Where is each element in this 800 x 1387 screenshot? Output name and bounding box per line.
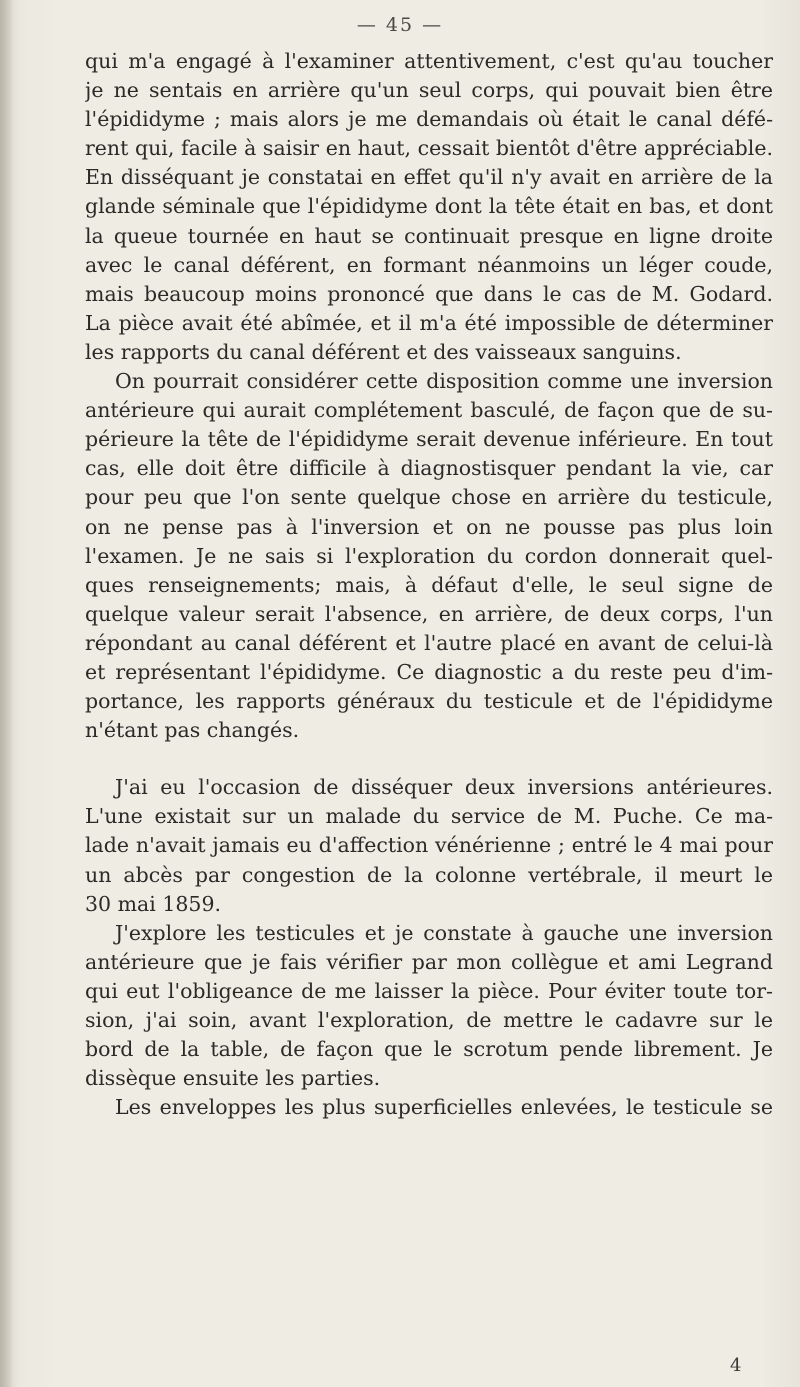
text-line: antérieure que je fais vérifier par mon collègue et ami Legrand	[85, 949, 773, 974]
text-line: un abcès par congestion de la colonne vertébrale, il meurt le	[85, 862, 773, 887]
page-number: — 45 —	[356, 14, 444, 36]
text-line: n'étant pas changés.	[85, 718, 300, 743]
text-line: J'explore les testicules et je constate à gauche une inversion	[115, 920, 773, 945]
text-line: La pièce avait été abîmée, et il m'a été impossible de déterminer	[85, 310, 773, 335]
text-line: L'une existait sur un malade du service de M. Puche. Ce ma-	[85, 804, 773, 829]
paragraph-1	[85, 47, 773, 367]
paragraph-5	[85, 1093, 773, 1122]
text-line: On pourrait considérer cette disposition comme une inversion	[115, 369, 773, 394]
paragraph-3	[85, 773, 773, 918]
text-line: ques renseignements; mais, à défaut d'elle, le seul signe de	[85, 572, 773, 597]
text-line: Les enveloppes les plus superficielles enlevées, le testicule se	[115, 1095, 773, 1120]
text-line: lade n'avait jamais eu d'affection vénérienne ; entré le 4 mai pour	[85, 833, 773, 858]
body-text	[85, 47, 773, 1122]
binding-gutter	[0, 0, 14, 1387]
text-line: J'ai eu l'occasion de disséquer deux inversions antérieures.	[115, 775, 773, 800]
paragraph-gap	[85, 745, 773, 773]
text-line: bord de la table, de façon que le scrotum pende librement. Je	[85, 1037, 773, 1062]
text-line: portance, les rapports généraux du testicule et de l'épididyme	[85, 689, 773, 714]
text-line: avec le canal déférent, en formant néanmoins un léger coude,	[85, 252, 773, 277]
text-line: qui eut l'obligeance de me laisser la pièce. Pour éviter toute tor-	[85, 978, 773, 1003]
text-line: cas, elle doit être difficile à diagnostisquer pendant la vie, car	[85, 456, 773, 481]
text-line: et représentant l'épididyme. Ce diagnostic a du reste peu d'im-	[85, 659, 773, 684]
text-line: 30 mai 1859.	[85, 891, 222, 916]
signature-mark: 4	[730, 1355, 742, 1376]
text-line: on ne pense pas à l'inversion et on ne pousse pas plus loin	[85, 514, 773, 539]
text-line: répondant au canal déférent et l'autre placé en avant de celui-là	[85, 630, 773, 655]
text-line: qui m'a engagé à l'examiner attentivement, c'est qu'au toucher	[85, 49, 773, 73]
text-line: périeure la tête de l'épididyme serait devenue inférieure. En tout	[85, 427, 773, 452]
text-line: dissèque ensuite les parties.	[85, 1066, 381, 1091]
text-line: antérieure qui aurait complétement basculé, de façon que de su-	[85, 398, 773, 423]
paragraph-2	[85, 367, 773, 745]
text-line: la queue tournée en haut se continuait presque en ligne droite	[85, 223, 773, 248]
text-line: rent qui, facile à saisir en haut, cessait bientôt d'être appréciable.	[85, 136, 773, 161]
text-line: pour peu que l'on sente quelque chose en arrière du testicule,	[85, 485, 773, 510]
text-line: En disséquant je constatai en effet qu'il n'y avait en arrière de la	[85, 165, 773, 190]
text-line: je ne sentais en arrière qu'un seul corps, qui pouvait bien être	[85, 78, 773, 103]
paragraph-4	[85, 919, 773, 1094]
text-line: glande séminale que l'épididyme dont la tête était en bas, et dont	[85, 194, 773, 219]
text-line: sion, j'ai soin, avant l'exploration, de mettre le cadavre sur le	[85, 1008, 773, 1032]
text-line: mais beaucoup moins prononcé que dans le cas de M. Godard.	[85, 281, 773, 306]
text-line: l'examen. Je ne sais si l'exploration du cordon donnerait quel-	[85, 543, 773, 568]
text-line: quelque valeur serait l'absence, en arrière, de deux corps, l'un	[85, 601, 773, 626]
text-line: l'épididyme ; mais alors je me demandais où était le canal défé-	[85, 107, 773, 132]
text-line: les rapports du canal déférent et des vaisseaux sanguins.	[85, 339, 682, 364]
